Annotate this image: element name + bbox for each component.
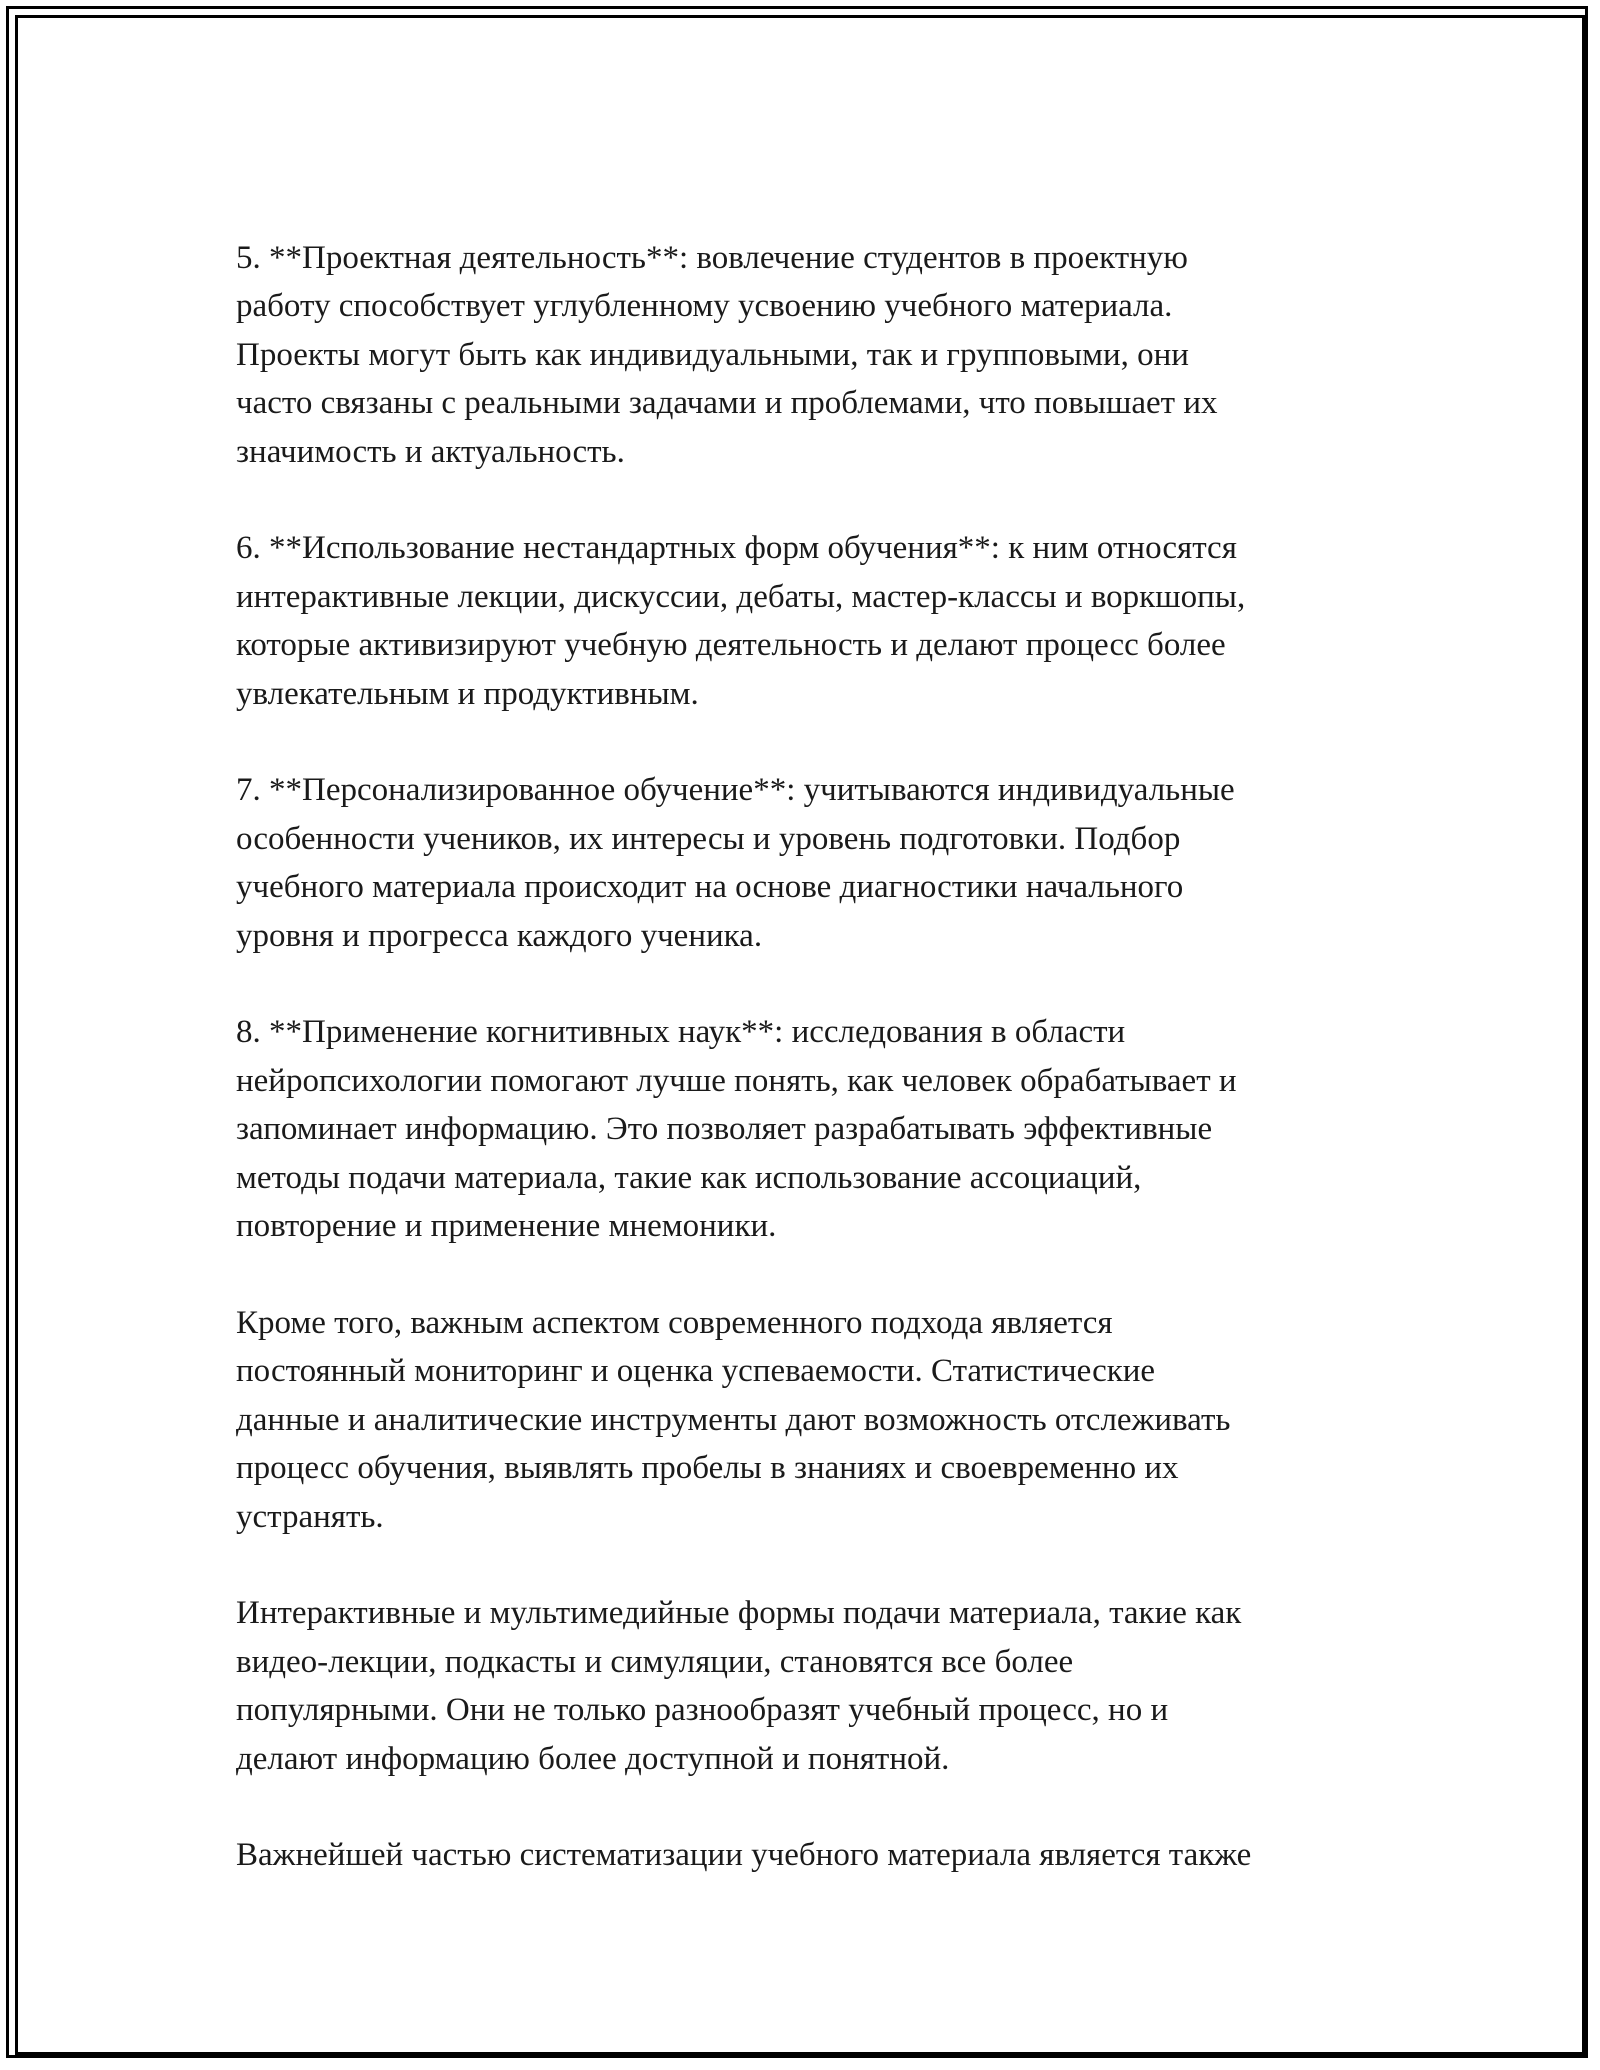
text-line: процесс обучения, выявлять пробелы в знаниях и своевременно их (236, 1450, 1179, 1487)
paragraph-systematization (236, 1831, 1396, 1879)
text-line: часто связаны с реальными задачами и проблемами, что повышает их (236, 385, 1218, 422)
text-line: значимость и актуальность. (236, 433, 625, 470)
text-line: 8. **Применение когнитивных наук**: исследования в области (236, 1014, 1126, 1051)
text-line: популярными. Они не только разнообразят учебный процесс, но и (236, 1692, 1169, 1729)
text-line: нейропсихологии помогают лучше понять, как человек обрабатывает и (236, 1062, 1237, 1099)
text-line: 6. **Использование нестандартных форм обучения**: к ним относятся (236, 530, 1237, 567)
text-line: интерактивные лекции, дискуссии, дебаты, мастер-классы и воркшопы, (236, 578, 1246, 615)
document-body (236, 234, 1396, 1928)
text-line: повторение и применение мнемоники. (236, 1208, 777, 1245)
text-line: методы подачи материала, такие как использование ассоциаций, (236, 1159, 1142, 1196)
paragraph-item-8 (236, 1008, 1396, 1250)
text-line: запоминает информацию. Это позволяет разрабатывать эффективные (236, 1111, 1213, 1148)
text-line: работу способствует углубленному усвоению учебного материала. (236, 288, 1173, 325)
text-line: Проекты могут быть как индивидуальными, так и групповыми, они (236, 336, 1189, 373)
paragraph-monitoring (236, 1299, 1396, 1541)
text-line: 7. **Персонализированное обучение**: учитываются индивидуальные (236, 772, 1235, 809)
text-line: уровня и прогресса каждого ученика. (236, 917, 763, 954)
paragraph-item-7 (236, 766, 1396, 960)
text-line: постоянный мониторинг и оценка успеваемости. Статистические (236, 1353, 1156, 1390)
text-line: 5. **Проектная деятельность**: вовлечение студентов в проектную (236, 240, 1188, 276)
text-line: увлекательным и продуктивным. (236, 675, 699, 712)
text-line: Важнейшей частью систематизации учебного материала является также (236, 1837, 1252, 1874)
text-line: особенности учеников, их интересы и уровень подготовки. Подбор (236, 820, 1181, 857)
text-line: которые активизируют учебную деятельность и делают процесс более (236, 627, 1226, 664)
paragraph-item-5 (236, 234, 1396, 476)
paragraph-item-6 (236, 524, 1396, 718)
text-line: делают информацию более доступной и понятной. (236, 1740, 950, 1777)
text-line: Кроме того, важным аспектом современного подхода является (236, 1304, 1113, 1341)
text-line: видео-лекции, подкасты и симуляции, становятся все более (236, 1643, 1074, 1680)
text-line: данные и аналитические инструменты дают возможность отслеживать (236, 1401, 1231, 1438)
text-line: учебного материала происходит на основе диагностики начального (236, 869, 1184, 906)
text-line: Интерактивные и мультимедийные формы подачи материала, такие как (236, 1595, 1242, 1632)
paragraph-multimedia (236, 1589, 1396, 1783)
text-line: устранять. (236, 1498, 384, 1535)
